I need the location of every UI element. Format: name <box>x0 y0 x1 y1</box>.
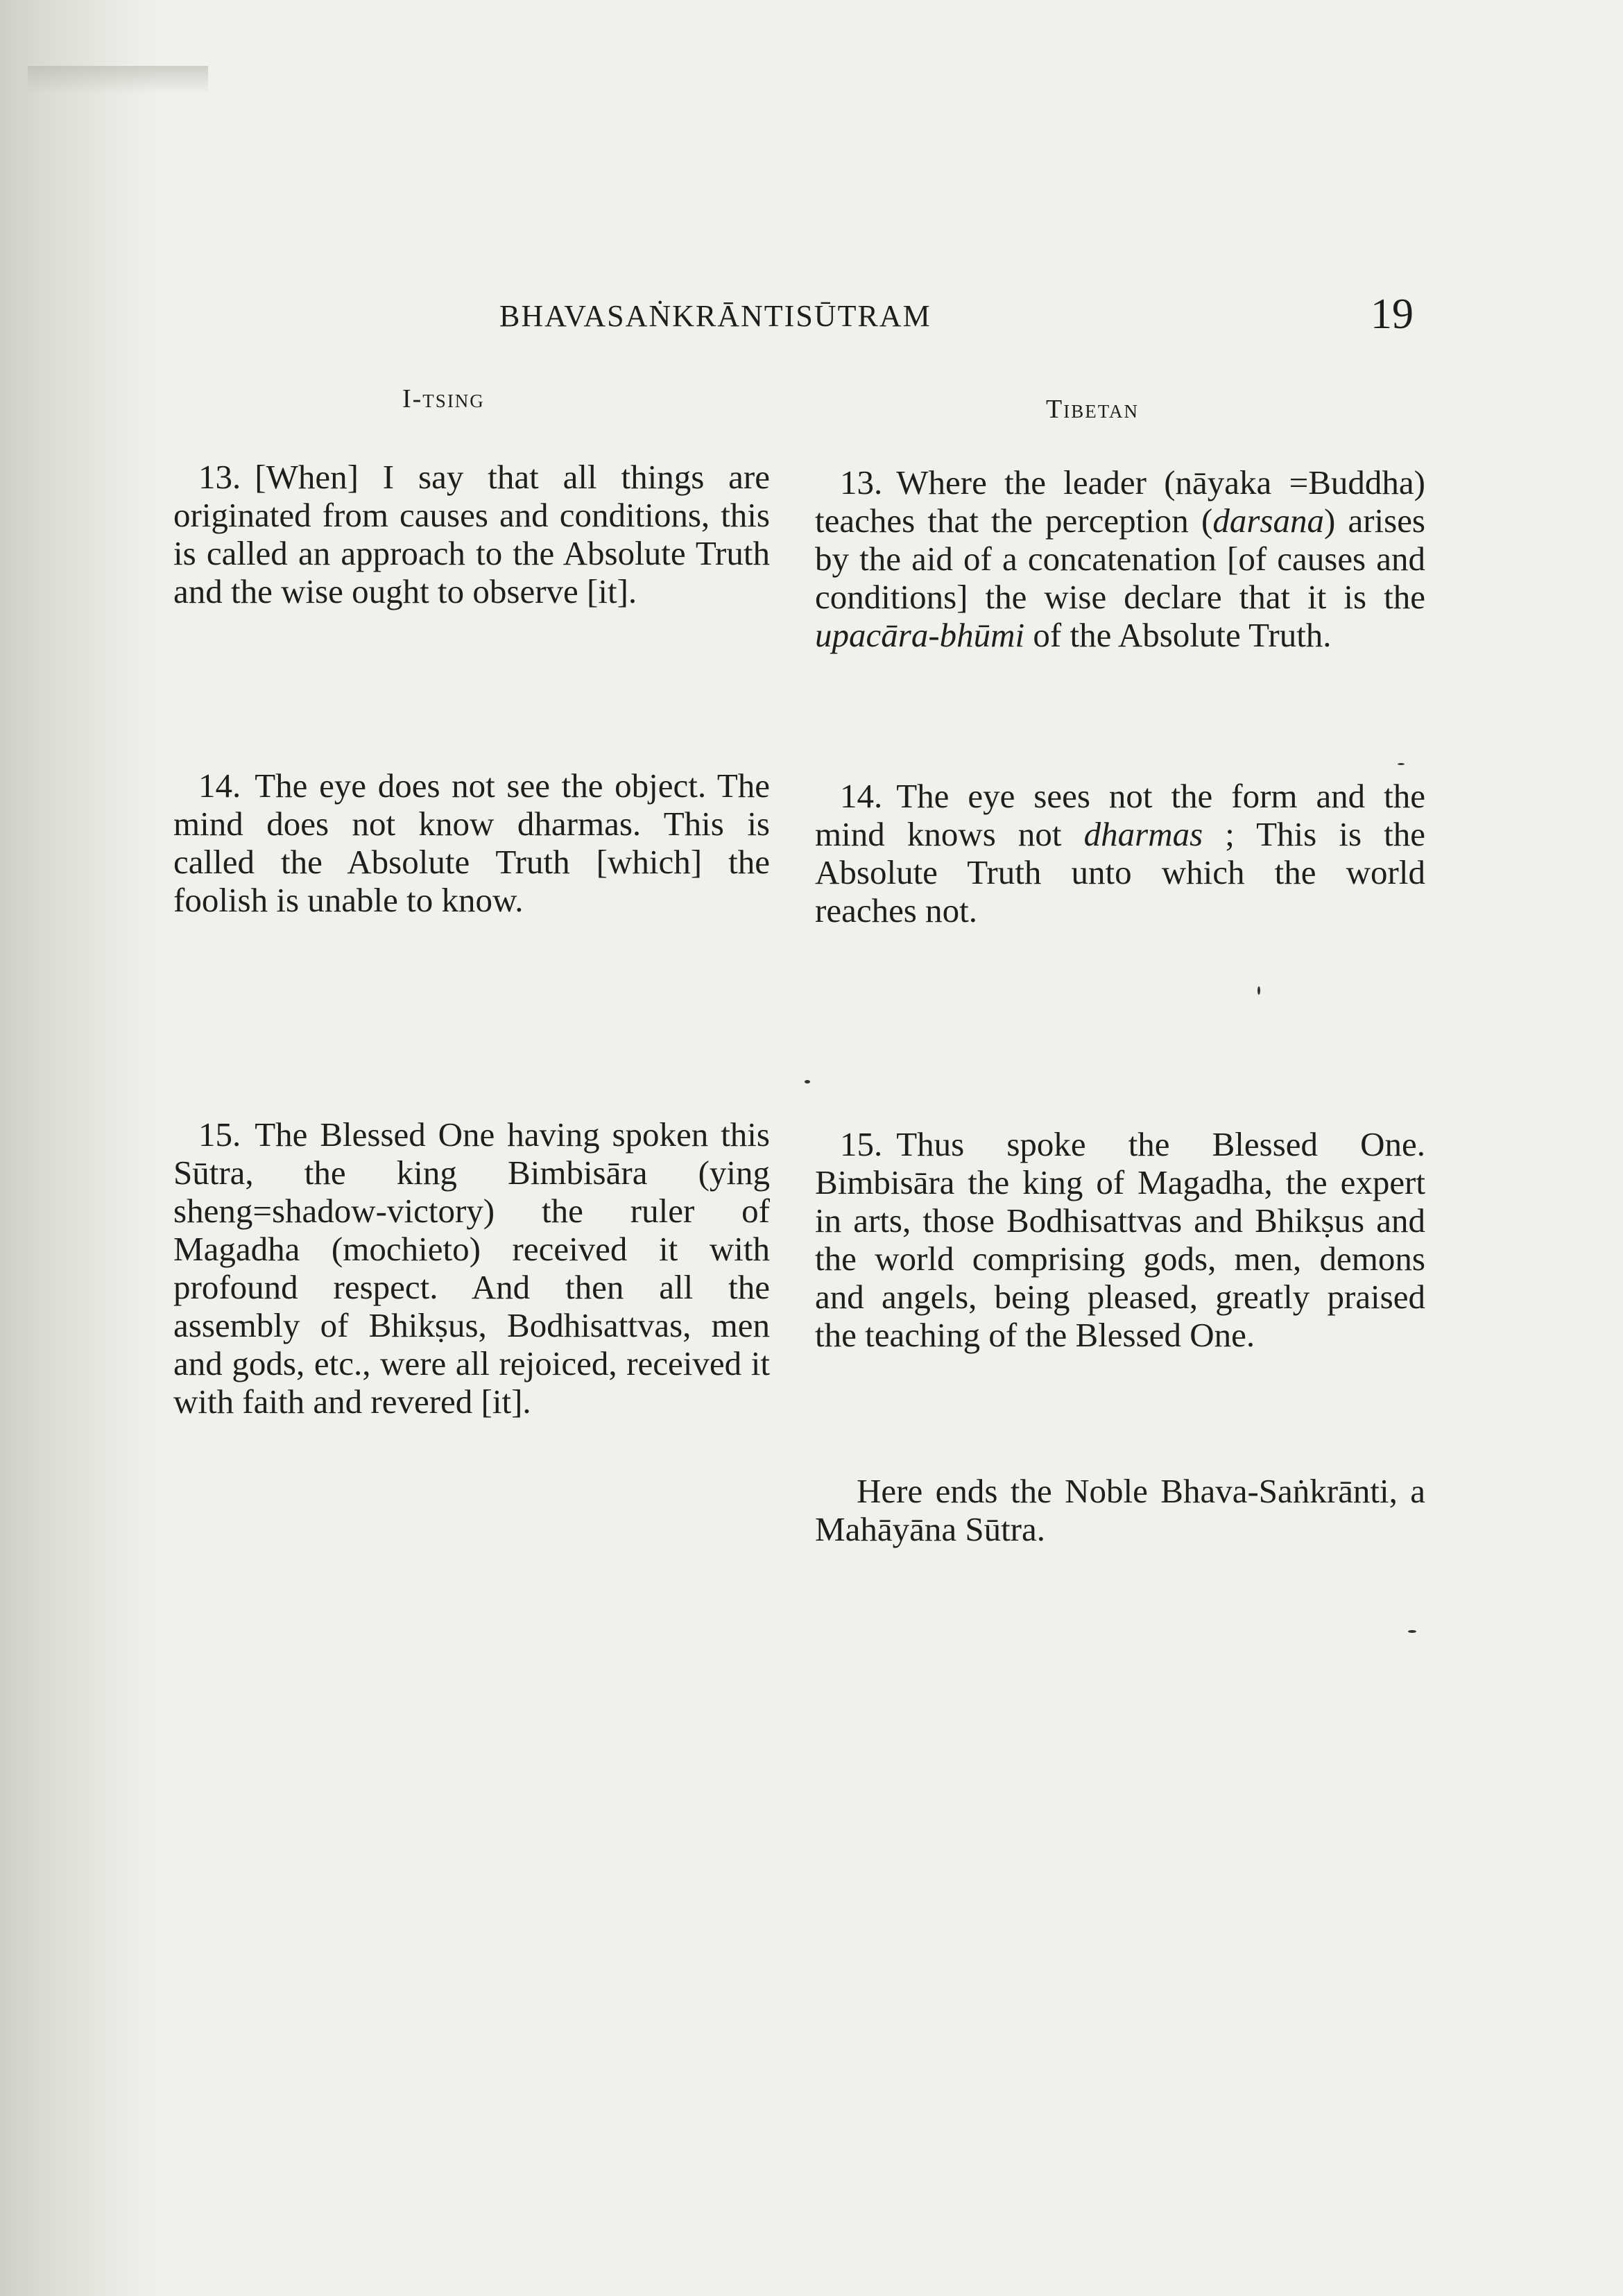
tibetan-verse-15 <box>815 1125 1425 1354</box>
verse-text-part: ) arises by the aid of a concatenation [of causes and conditions] the wise declare that it is the <box>815 502 1426 616</box>
verse-text-part: The eye sees not the form and the mind knows not <box>815 777 1425 853</box>
colophon: Here ends the Noble Bhava-Saṅkrānti, a Mahāyāna Sūtra. <box>815 1472 1425 1548</box>
verse-number: 13. <box>198 458 241 496</box>
column-heading-tibetan: Tibetan <box>1046 395 1140 424</box>
print-speck <box>805 1080 810 1083</box>
verse-number: 15. <box>198 1115 241 1154</box>
verse-text: [When] I say that all things are originated from causes and conditions, this is called an approach to the Absolute Truth and the wise ought to observe [it]. <box>173 458 770 610</box>
verse-number: 14. <box>198 766 241 805</box>
verse-text-part: ; This is the Absolute Truth unto which the world reaches not. <box>815 815 1426 929</box>
page-edge-shadow <box>0 0 160 2296</box>
tibetan-verse-14 <box>815 777 1425 929</box>
verse-text: Thus spoke the Blessed One. Bimbisāra the king of Magadha, the expert in arts, those Bodhisattvas and Bhikṣus and the world comprising gods, men, demons and angels, being pleased, greatly praised the teaching of the Blessed One. <box>815 1125 1425 1354</box>
itsing-verse-15 <box>173 1115 770 1421</box>
verse-italic-term: dharmas <box>1083 815 1203 853</box>
verse-text: The Blessed One having spoken this Sūtra, the king Bimbisāra (ying sheng=shadow-victory) the ruler of Magadha (mochieto) received it with profound respect. And then all the assembly of Bhikṣus, Bodhisattvas, men and gods, etc., were all rejoiced, received it with faith and revered [it]. <box>173 1115 770 1421</box>
itsing-verse-13 <box>173 458 770 610</box>
print-speck <box>1408 1630 1416 1633</box>
verse-italic-term: upacāra-bhūmi <box>815 616 1025 654</box>
itsing-verse-14 <box>173 766 770 919</box>
verse-number: 14. <box>840 777 883 815</box>
verse-italic-term: darsana <box>1212 502 1324 540</box>
page-edge-shadow-top <box>28 66 208 94</box>
column-heading-itsing: I-tsing <box>402 384 485 413</box>
verse-number: 13. <box>840 463 883 502</box>
page-number: 19 <box>1371 291 1414 338</box>
print-speck <box>1257 986 1260 995</box>
tibetan-verse-13 <box>815 463 1425 654</box>
verse-text-part: of the Absolute Truth. <box>1024 616 1332 654</box>
verse-text: The eye does not see the object. The mind does not know dharmas. This is called the Absolute Truth [which] the foolish is unable to know. <box>173 766 770 919</box>
verse-text-part: Where the leader (nāyaka =Buddha) teaches that the perception ( <box>815 463 1425 540</box>
print-speck <box>1398 763 1405 765</box>
verse-number: 15. <box>840 1125 883 1163</box>
running-head: BHAVASAṄKRĀNTISŪTRAM <box>499 299 931 333</box>
